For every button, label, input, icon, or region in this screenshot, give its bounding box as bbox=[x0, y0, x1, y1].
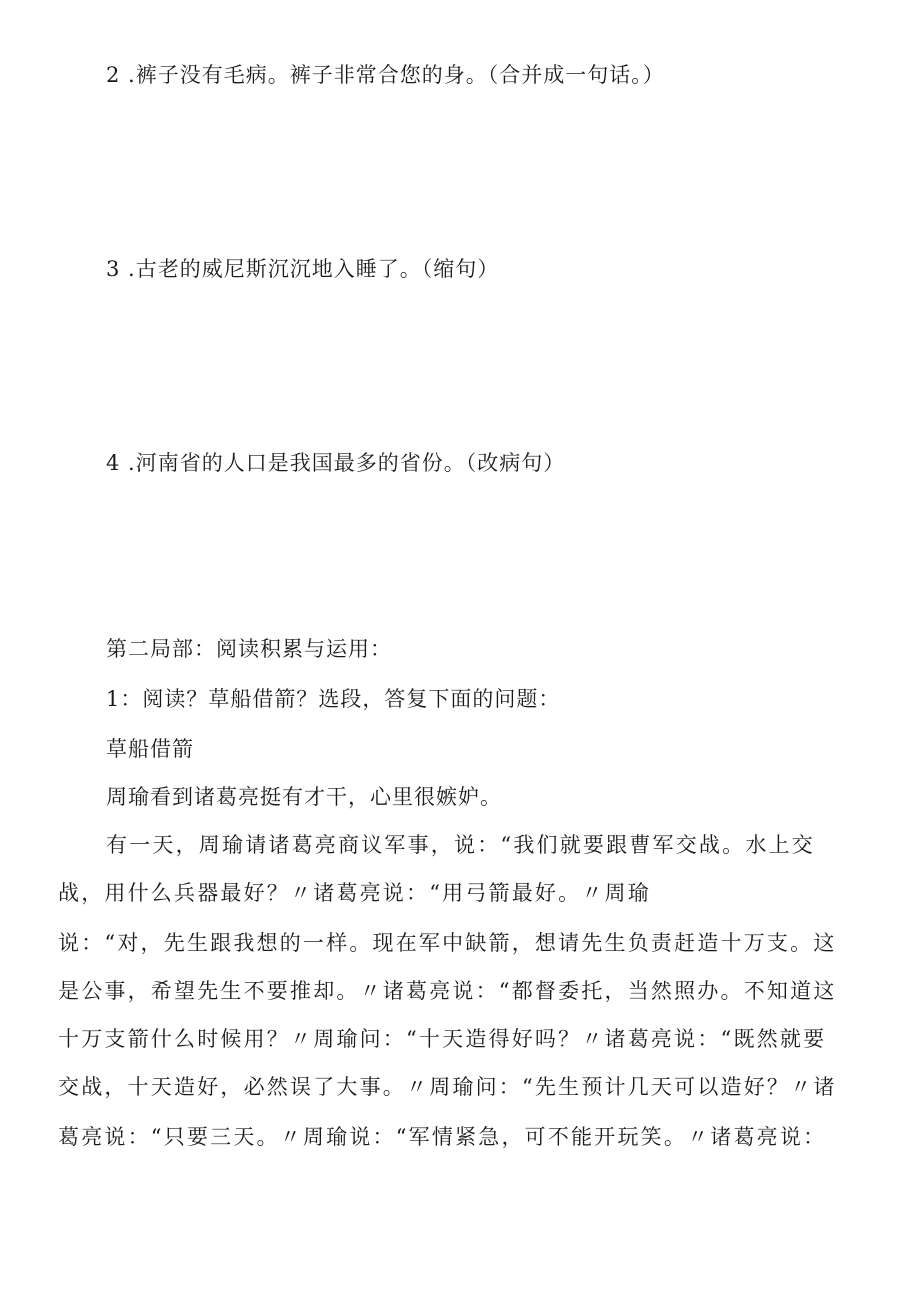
reading-instruction: 1：阅读？草船借箭？选段，答复下面的问题： bbox=[106, 687, 561, 711]
question-4: 4 .河南省的人口是我国最多的省份。（改病句） bbox=[106, 451, 566, 475]
passage-line: 有一天，周瑜请诸葛亮商议军事，说：“我们就要跟曹军交战。水上交 bbox=[106, 833, 815, 857]
section-heading: 第二局部：阅读积累与运用： bbox=[106, 637, 392, 661]
passage-line: 葛亮说：“只要三天。〃周瑜说：“军情紧急，可不能开玩笑。〃诸葛亮说： bbox=[58, 1125, 827, 1149]
passage-line: 十万支箭什么时候用？〃周瑜问：“十天造得好吗？〃诸葛亮说：“既然就要 bbox=[58, 1027, 827, 1051]
question-3: 3 .古老的威尼斯沉沉地入睡了。（缩句） bbox=[106, 257, 500, 281]
question-2: 2 .裤子没有毛病。裤子非常合您的身。（合并成一句话。） bbox=[106, 63, 665, 87]
passage-line: 是公事，希望先生不要推却。〃诸葛亮说：“都督委托，当然照办。不知道这 bbox=[58, 979, 837, 1003]
passage-line: 说：“对，先生跟我想的一样。现在军中缺箭，想请先生负责赶造十万支。这 bbox=[58, 931, 837, 955]
passage-title: 草船借箭 bbox=[106, 737, 194, 761]
passage-line: 战，用什么兵器最好？〃诸葛亮说：“用弓箭最好。〃周瑜 bbox=[58, 881, 651, 905]
passage-line: 交战，十天造好，必然误了大事。〃周瑜问：“先生预计几天可以造好？〃诸 bbox=[58, 1075, 837, 1099]
passage-line: 周瑜看到诸葛亮挺有才干，心里很嫉妒。 bbox=[106, 785, 502, 809]
